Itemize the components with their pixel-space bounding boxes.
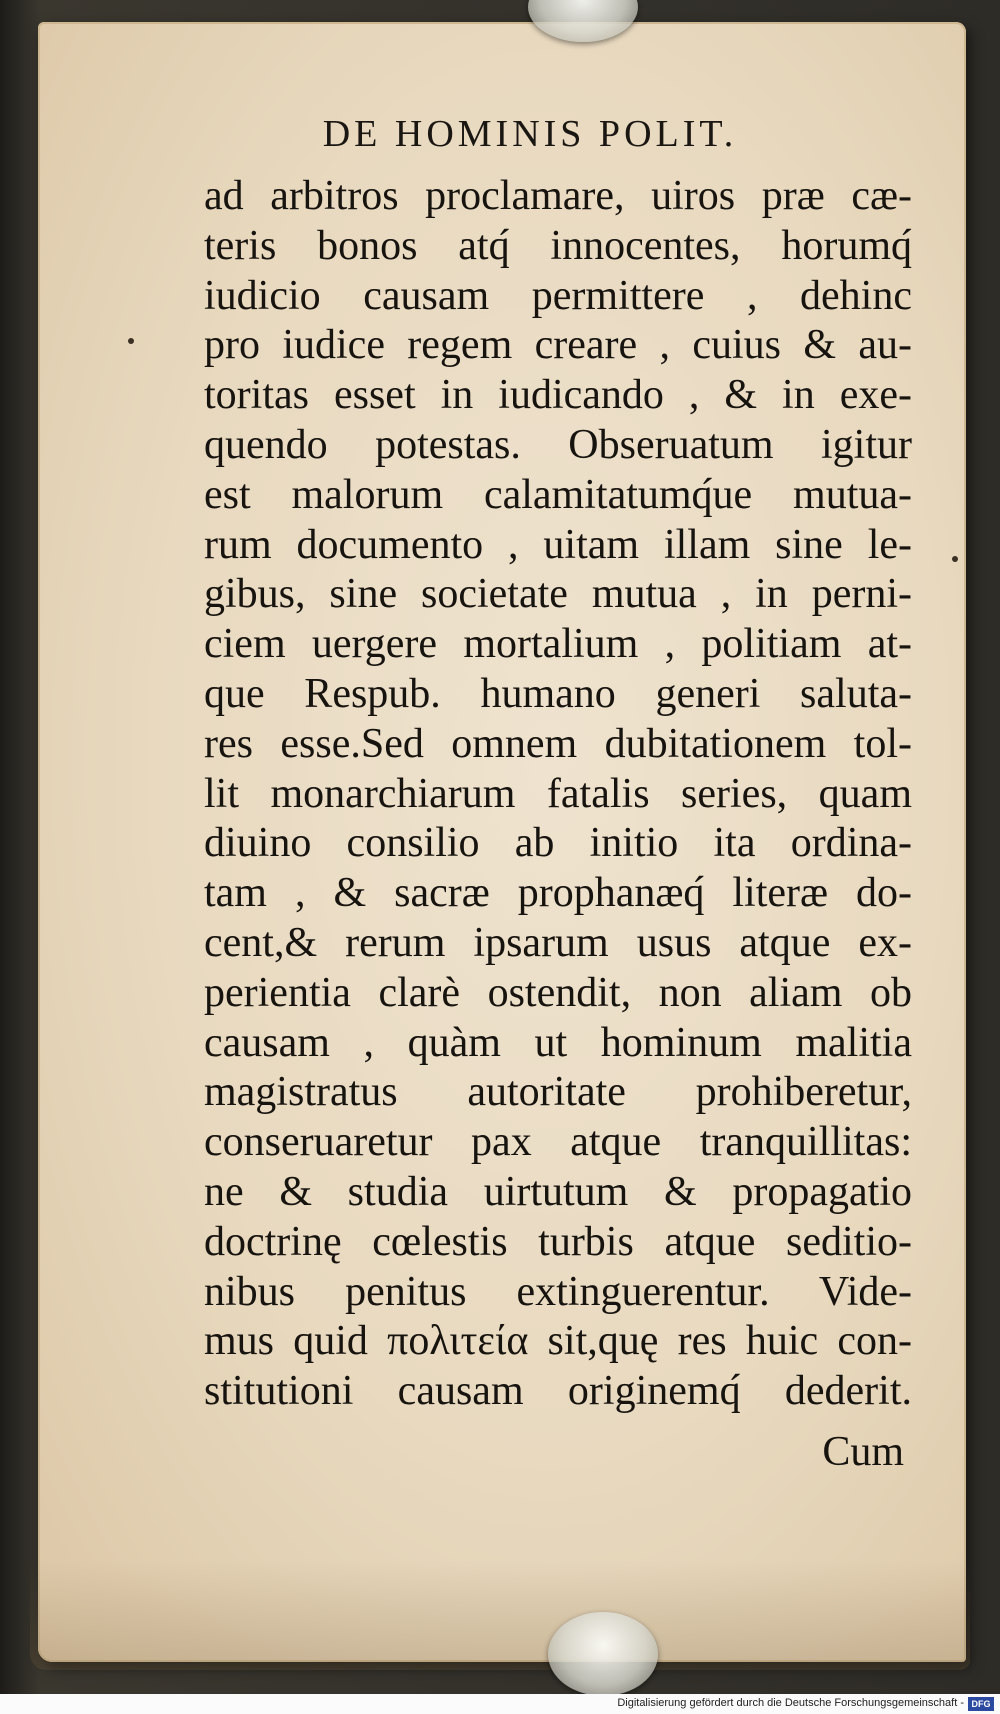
text-line: tam , & sacræ prophanæq́ literæ do- [204,870,912,917]
text-line: perientia clarè ostendit, non aliam ob [204,969,912,1016]
text-line: que Respub. humano generi saluta- [204,670,912,717]
text-line: causam , quàm ut hominum malitia [204,1019,912,1066]
paper-speck [952,556,958,562]
text-line: est malorum calamitatumq́ue mutua- [204,471,912,518]
text-line: ad arbitros proclamare, uiros præ cæ- [204,173,912,219]
footer-credit: Digitalisierung gefördert durch die Deutsche Forschungsgemeinschaft - [617,1697,964,1709]
dfg-logo: DFG [968,1697,994,1711]
text-line: iudicio causam permittere , dehinc [204,272,912,319]
text-line: mus quid πολιτεία sit,quę res huic con- [204,1318,912,1365]
text-line: ciem uergere mortalium , politiam at- [204,621,912,668]
text-line: nibus penitus extinguerentur. Vide- [204,1268,912,1315]
text-line: gibus, sine societate mutua , in perni- [204,571,912,618]
text-line: diuino consilio ab initio ita ordina- [204,820,912,867]
text-line: lit monarchiarum fatalis series, quam [204,770,912,817]
text-line: toritas esset in iudicando , & in exe- [204,372,912,419]
paper-speck [128,338,134,344]
text-line: cent,& rerum ipsarum usus atque ex- [204,919,912,966]
text-line: teris bonos atq́ innocentes, horumq́ [204,222,912,269]
running-head [0,112,1000,156]
text-line: conseruaretur pax atque tranquillitas: [204,1119,912,1166]
page-clip-bottom [548,1612,658,1696]
text-line: stitutioni causam originemq́ dederit. [204,1368,912,1415]
text-line: ne & studia uirtutum & propagatio [204,1168,912,1215]
text-line: magistratus autoritate prohiberetur, [204,1069,912,1116]
text-line: pro iudice regem creare , cuius & au- [204,322,912,369]
body-text [204,172,912,1417]
text-line: res esse.Sed omnem dubitationem tol- [204,720,912,767]
catchword: Cum [822,1429,904,1475]
text-line: doctrinę cœlestis turbis atque seditio- [204,1218,912,1265]
running-head-text: DE HOMINIS POLIT. [322,113,738,155]
text-line: rum documento , uitam illam sine le- [204,521,912,568]
text-line: quendo potestas. Obseruatum igitur [204,421,912,468]
